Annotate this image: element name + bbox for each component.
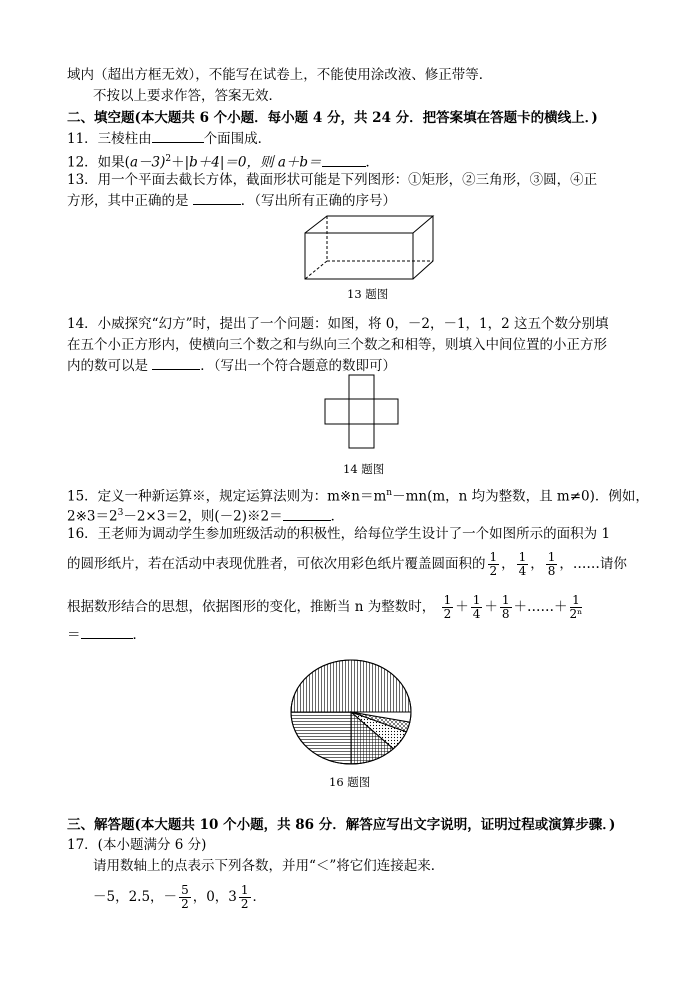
q15-example-a: 2※3＝2 <box>67 508 118 525</box>
q16-equals: ＝ <box>67 627 81 643</box>
q15-text-a: 15．定义一种新运算※，规定运算法则为：m※n＝m <box>67 488 387 505</box>
q12-exponent: 2 <box>165 154 172 164</box>
q16-sum-term-3: $\frac{1}{8}$ <box>501 593 510 621</box>
q13-prefix: 方形，其中正确的是 <box>67 193 189 209</box>
q15-line-2 <box>67 504 344 526</box>
cross-top-square <box>349 375 374 399</box>
q17-line-1: 17．(本小题满分 6 分) <box>67 837 207 853</box>
q17-list-prefix: －5，2.5，－ <box>93 889 178 905</box>
q12-suffix: ． <box>365 154 380 171</box>
q16-frac-half: $\frac{1}{2}$ <box>489 550 498 578</box>
q17-frac-five-halves: $\frac{5}{2}$ <box>181 883 189 911</box>
q12-prefix: 12．如果( <box>67 154 130 171</box>
section-3-heading: 三、解答题(本大题共 10 个小题，共 86 分．解答应写出文字说明，证明过程或演算步骤．) <box>67 817 616 833</box>
question-12 <box>67 150 379 172</box>
q11-prefix: 11．三棱柱由 <box>67 131 152 147</box>
q16-line-4 <box>67 626 146 644</box>
q13-cuboid-figure <box>302 213 437 283</box>
q17-list-end: ． <box>252 889 267 905</box>
q15-answer-blank[interactable] <box>283 520 331 521</box>
intro-line-1: 域内（超出方框无效），不能写在试卷上，不能使用涂改液、修正带等． <box>67 67 493 83</box>
section-2-heading: 二、填空题(本大题共 6 个小题．每小题 4 分，共 24 分．把答案填在答题卡的横线上．) <box>67 110 598 126</box>
q17-line-2: 请用数轴上的点表示下列各数，并用“＜”将它们连接起来． <box>93 858 445 874</box>
q17-mixed-fraction: $\frac{1}{2}$ <box>240 883 249 911</box>
q15-suffix: ． <box>330 508 345 525</box>
q16-line-3 <box>67 592 584 622</box>
q13-caption: 13 题图 <box>347 287 389 301</box>
cuboid-front-face <box>305 233 413 279</box>
q17-list-mid: ，0，3 <box>192 889 237 905</box>
q12-mid: ＋| <box>171 154 190 171</box>
question-11 <box>67 130 271 148</box>
intro-line-2: 不按以上要求作答，答案无效． <box>93 88 282 104</box>
q14-cross-figure <box>324 374 400 450</box>
cuboid-right-face <box>413 216 433 279</box>
q11-suffix: 个面围成． <box>203 131 272 147</box>
q12-a-term: a－3) <box>129 154 166 171</box>
cross-left-square <box>325 399 349 424</box>
q14-answer-blank[interactable] <box>152 369 200 370</box>
cuboid-top-face <box>305 216 433 233</box>
q15-text-b: －mn(m，n 均为整数，且 m≠0)．例如， <box>392 488 649 505</box>
q12-b-term: b＋4|＝0，则 <box>189 154 278 171</box>
q16-answer-blank[interactable] <box>81 638 133 639</box>
q16-circle-figure <box>288 658 414 768</box>
q16-frac-quarter: $\frac{1}{4}$ <box>518 550 527 578</box>
q16-sum-term-1: $\frac{1}{2}$ <box>443 593 452 621</box>
q15-exp-n: n <box>386 488 393 498</box>
q16-quarter-sector <box>291 712 351 764</box>
q14-caption: 14 题图 <box>343 462 385 476</box>
q16-prefix: 的圆形纸片，若在活动中表现优胜者，可依次用彩色纸片覆盖圆面积的 <box>67 556 486 572</box>
cuboid-hidden-edges <box>327 216 433 261</box>
q16-frac-eighth: $\frac{1}{8}$ <box>547 550 556 578</box>
q12-answer-blank[interactable] <box>322 166 366 167</box>
q16-ellipsis: ，……请你 <box>559 556 627 572</box>
q16-sep-2: ， <box>530 556 544 572</box>
q16-period: ． <box>132 627 146 643</box>
q16-plus-1: ＋ <box>455 599 469 615</box>
cuboid-hidden-edge <box>305 261 327 279</box>
q15-line-1 <box>67 484 649 506</box>
q14-suffix: ．（写出一个符合题意的数即可） <box>200 358 397 374</box>
q12-ab: a＋b＝ <box>277 154 322 171</box>
q16-line3-prefix: 根据数形结合的思想，依据图形的变化，推断当 n 为整数时， <box>67 599 436 615</box>
q13-line-1: 13．用一个平面去截长方体，截面形状可能是下列图形：①矩形，②三角形，③圆，④正 <box>67 172 598 188</box>
q14-prefix: 内的数可以是 <box>67 358 148 374</box>
q14-line-3 <box>67 357 396 375</box>
q16-sep-1: ， <box>501 556 515 572</box>
q16-plus-2: ＋ <box>484 599 498 615</box>
q14-line-1: 14．小威探究“幻方”时，提出了一个问题：如图，将 0，－2，－1，1，2 这五个数分别填 <box>67 316 609 332</box>
q11-answer-blank[interactable] <box>152 142 204 143</box>
q16-sum-term-2: $\frac{1}{4}$ <box>472 593 481 621</box>
q13-answer-blank[interactable] <box>193 204 241 205</box>
q16-line-1: 16．王老师为调动学生参加班级活动的积极性，给每位学生设计了一个如图所示的面积为 1 <box>67 526 611 542</box>
cross-center-square <box>349 399 374 424</box>
cross-right-square <box>374 399 398 424</box>
q17-number-list <box>93 882 266 912</box>
q14-line-2: 在五个小正方形内，使横向三个数之和与纵向三个数之和相等，则填入中间位置的小正方形 <box>67 337 607 353</box>
q15-exp-3: 3 <box>117 508 124 518</box>
q13-line-2 <box>67 192 396 210</box>
q16-caption: 16 题图 <box>329 775 371 789</box>
q16-line-2 <box>67 550 627 578</box>
q16-sum-term-n: $\frac{1}{\text{2ⁿ}}$ <box>569 593 583 621</box>
q16-half-sector <box>291 660 411 712</box>
q13-suffix: ．（写出所有正确的序号） <box>240 193 397 209</box>
q16-sum-dots: ＋……＋ <box>513 599 568 615</box>
cross-bottom-square <box>349 424 374 448</box>
q15-example-b: －2×3＝2，则(－2)※2＝ <box>123 508 283 525</box>
